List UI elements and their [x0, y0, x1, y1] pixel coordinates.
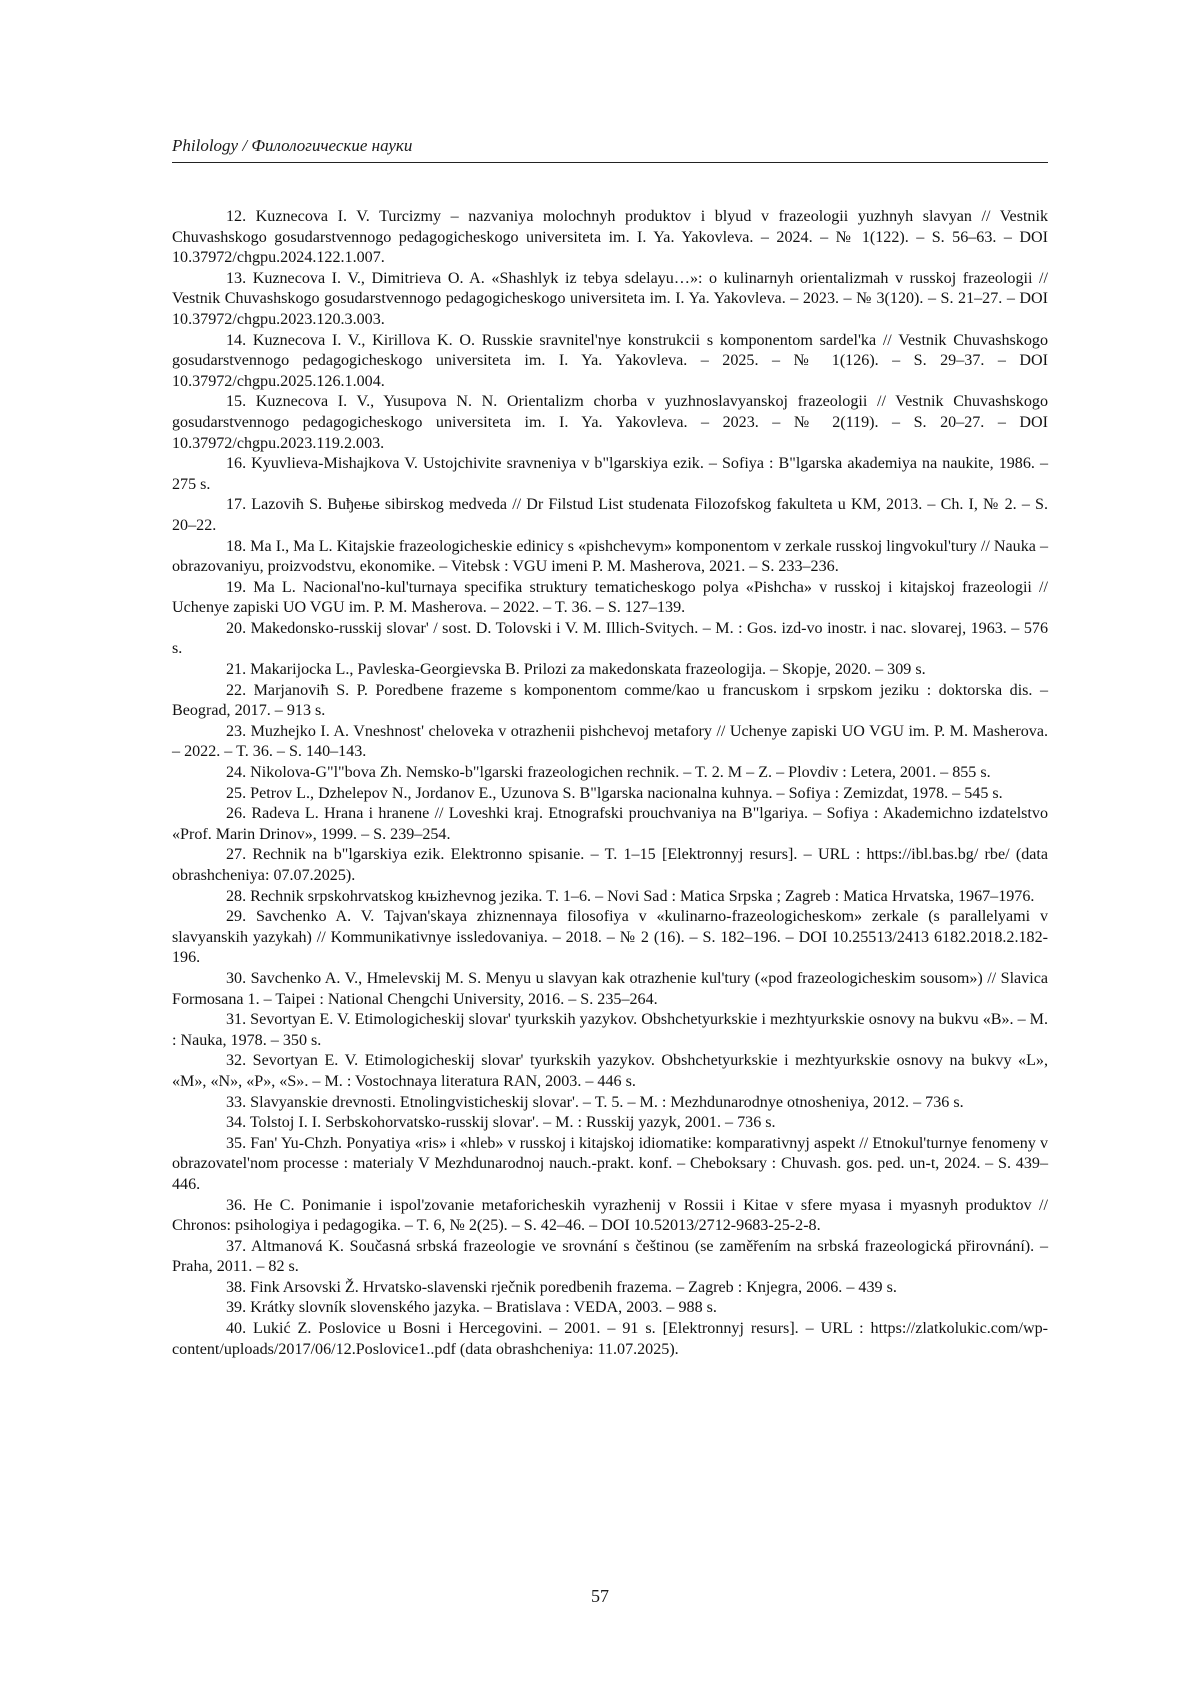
reference-entry: 29. Savchenko A. V. Tajvan'skaya zhiznennaya filosofiya v «kulinarno-frazeologicheskom» zerkale (s parallelyami v slavyanskih yazykah) // Kommunikativnye issledovaniya. – 2018. – № 2 (16). – S. 182–196. – DOI 10.25513/2413 6182.2018.2.182-196.	[172, 908, 1048, 967]
reference-entry: 18. Ma I., Ma L. Kitajskie frazeologicheskie edinicy s «pishchevym» komponentom v zerkale russkoj lingvokul'tury // Nauka – obrazovaniyu, proizvodstvu, ekonomike. – Vitebsk : VGU imeni P. M. Masherova, 2021. – S. 233–236.	[172, 537, 1048, 576]
reference-entry: 39. Krátky slovník slovenského jazyka. – Bratislava : VEDA, 2003. – 988 s.	[226, 1299, 717, 1317]
reference-entry: 31. Sevortyan E. V. Etimologicheskij slovar' tyurkskih yazykov. Obshchetyurkskie i mezhtyurkskie osnovy na bukvu «B». – M. : Nauka, 1978. – 350 s.	[172, 1011, 1048, 1049]
reference-entry: 13. Kuznecova I. V., Dimitrieva O. A. «Shashlyk iz tebya sdelayu…»: o kulinarnyh orientalizmah v russkoj frazeologii // Vestnik Chuvashskogo gosudarstvennogo pedagogicheskogo universiteta im. I. Ya. Yakovleva. – 2023. – № 3(120). – S. 21–27. – DOI 10.37972/chgpu.2023.120.3.003.	[172, 269, 1048, 328]
reference-entry: 15. Kuznecova I. V., Yusupova N. N. Orientalizm chorba v yuzhnoslavyanskoj frazeologii // Vestnik Chuvashskogo gosudarstvennogo pedagogicheskogo universiteta im. I. Ya. Yakovleva. – 2023. – № 2(119). – S. 20–27. – DOI 10.37972/chgpu.2023.119.2.003.	[172, 393, 1048, 452]
reference-entry: 17. Lazoviħ S. Buђење sibirskog medveda // Dr Filstud List studenata Filozofskog fakulteta u KM, 2013. – Ch. I, № 2. – S. 20–22.	[172, 496, 1048, 534]
running-header: Philology / Филологические науки	[172, 136, 413, 155]
reference-entry: 26. Radeva L. Hrana i hranene // Loveshki kraj. Etnografski prouchvaniya na B"lgariya. – Sofiya : Akademichno izdatelstvo «Prof. Marin Drinov», 1999. – S. 239–254.	[172, 805, 1048, 843]
reference-entry: 21. Makarijocka L., Pavleska-Georgievska B. Prilozi za makedonskata frazeologija. – Skopje, 2020. – 309 s.	[226, 661, 926, 679]
reference-entry: 25. Petrov L., Dzhelepov N., Jordanov E., Uzunova S. B"lgarska nacionalna kuhnya. – Sofiya : Zemizdat, 1978. – 545 s.	[226, 784, 1003, 802]
reference-entry: 35. Fan' Yu-Chzh. Ponyatiya «ris» i «hleb» v russkoj i kitajskoj idiomatike: komparativnyj aspekt // Etnokul'turnye fenomeny v obrazovatel'nom processe : materialy V Mezhdunarodnoj nauch.-prakt. konf. – Cheboksary : Chuvash. gos. ped. un-t, 2024. – S. 439–446.	[172, 1134, 1048, 1193]
reference-entry: 30. Savchenko A. V., Hmelevskij M. S. Menyu u slavyan kak otrazhenie kul'tury («pod frazeologicheskim sousom») // Slavica Formosana 1. – Taipei : National Chengchi University, 2016. – S. 235–264.	[172, 969, 1048, 1008]
reference-entry: 37. Altmanová K. Současná srbská frazeologie ve srovnání s češtinou (se zaměřením na srbská frazeologická přirovnání). – Praha, 2011. – 82 s.	[172, 1237, 1048, 1276]
reference-entry: 12. Kuznecova I. V. Turcizmy – nazvaniya molochnyh produktov i blyud v frazeologii yuzhnyh slavyan // Vestnik Chuvashskogo gosudarstvennogo pedagogicheskogo universiteta im. I. Ya. Yakovleva. – 2024. – № 1(122). – S. 56–63. – DOI 10.37972/chgpu.2024.122.1.007.	[172, 208, 1048, 267]
reference-entry: 14. Kuznecova I. V., Kirillova K. O. Russkie sravnitel'nye konstrukcii s komponentom sardel'ka // Vestnik Chuvashskogo gosudarstvennogo pedagogicheskogo universiteta im. I. Ya. Yakovleva. – 2025. – № 1(126). – S. 29–37. – DOI 10.37972/chgpu.2025.126.1.004.	[172, 331, 1048, 390]
page-number: 57	[591, 1586, 609, 1606]
reference-entry: 20. Makedonsko-russkij slovar' / sost. D. Tolovski i V. M. Illich-Svitych. – M. : Gos. izd-vo inostr. i nac. slovarej, 1963. – 576 s.	[172, 619, 1048, 658]
reference-entry: 38. Fink Arsovski Ž. Hrvatsko-slavenski rječnik poredbenih frazema. – Zagreb : Knjegra, 2006. – 439 s.	[226, 1278, 897, 1296]
reference-entry: 19. Ma L. Nacional'no-kul'turnaya specifika struktury tematicheskogo polya «Pishcha» v russkoj i kitajskoj frazeologii // Uchenye zapiski UO VGU im. P. M. Masherova. – 2022. – T. 36. – S. 127–139.	[172, 578, 1048, 617]
reference-entry: 40. Lukić Z. Poslovice u Bosni i Hercegovini. – 2001. – 91 s. [Elektronnyj resurs]. – URL : https://zlatkolukic.com/wp-content/uploads/2017/06/12.Poslovice1..pdf (data obrashcheniya: 11.07.2025).	[172, 1320, 1048, 1358]
reference-entry: 16. Kyuvlieva-Mishajkova V. Ustojchivite sravneniya v b"lgarskiya ezik. – Sofiya : B"lgarska akademiya na naukite, 1986. – 275 s.	[172, 455, 1048, 493]
reference-entry: 36. He C. Ponimanie i ispol'zovanie metaforicheskih vyrazhenij v Rossii i Kitae v sfere myasa i myasnyh produktov // Chronos: psihologiya i pedagogika. – T. 6, № 2(25). – S. 42–46. – DOI 10.52013/2712-9683-25-2-8.	[172, 1196, 1048, 1235]
reference-entry: 22. Marjanoviħ S. P. Poredbene frazeme s komponentom comme/kao u francuskom i srpskom jeziku : doktorska dis. – Beograd, 2017. – 913 s.	[172, 681, 1048, 720]
reference-entry: 33. Slavyanskie drevnosti. Etnolingvisticheskij slovar'. – T. 5. – M. : Mezhdunarodnye otnosheniya, 2012. – 736 s.	[226, 1093, 964, 1111]
reference-entry: 32. Sevortyan E. V. Etimologicheskij slovar' tyurkskih yazykov. Obshchetyurkskie i mezhtyurkskie osnovy na bukvy «L», «M», «N», «P», «S». – M. : Vostochnaya literatura RAN, 2003. – 446 s.	[172, 1052, 1048, 1090]
reference-list	[172, 207, 1048, 1360]
reference-entry: 27. Rechnik na b"lgarskiya ezik. Elektronno spisanie. – T. 1–15 [Elektronnyj resurs]. – URL : https://ibl.bas.bg/ rbe/ (data obrashcheniya: 07.07.2025).	[172, 846, 1048, 884]
reference-entry: 28. Rechnik srpskohrvatskog kњizhevnog jezika. T. 1–6. – Novi Sad : Matica Srpska ; Zagreb : Matica Hrvatska, 1967–1976.	[226, 887, 1035, 905]
reference-entry: 24. Nikolova-G"l"bova Zh. Nemsko-b"lgarski frazeologichen rechnik. – T. 2. M – Z. – Plovdiv : Letera, 2001. – 855 s.	[226, 764, 991, 782]
reference-entry: 23. Muzhejko I. A. Vneshnost' cheloveka v otrazhenii pishchevoj metafory // Uchenye zapiski UO VGU im. P. M. Masherova. – 2022. – T. 36. – S. 140–143.	[172, 722, 1048, 761]
reference-entry: 34. Tolstoj I. I. Serbskohorvatsko-russkij slovar'. – M. : Russkij yazyk, 2001. – 736 s.	[226, 1114, 776, 1132]
header-rule	[172, 162, 1048, 163]
